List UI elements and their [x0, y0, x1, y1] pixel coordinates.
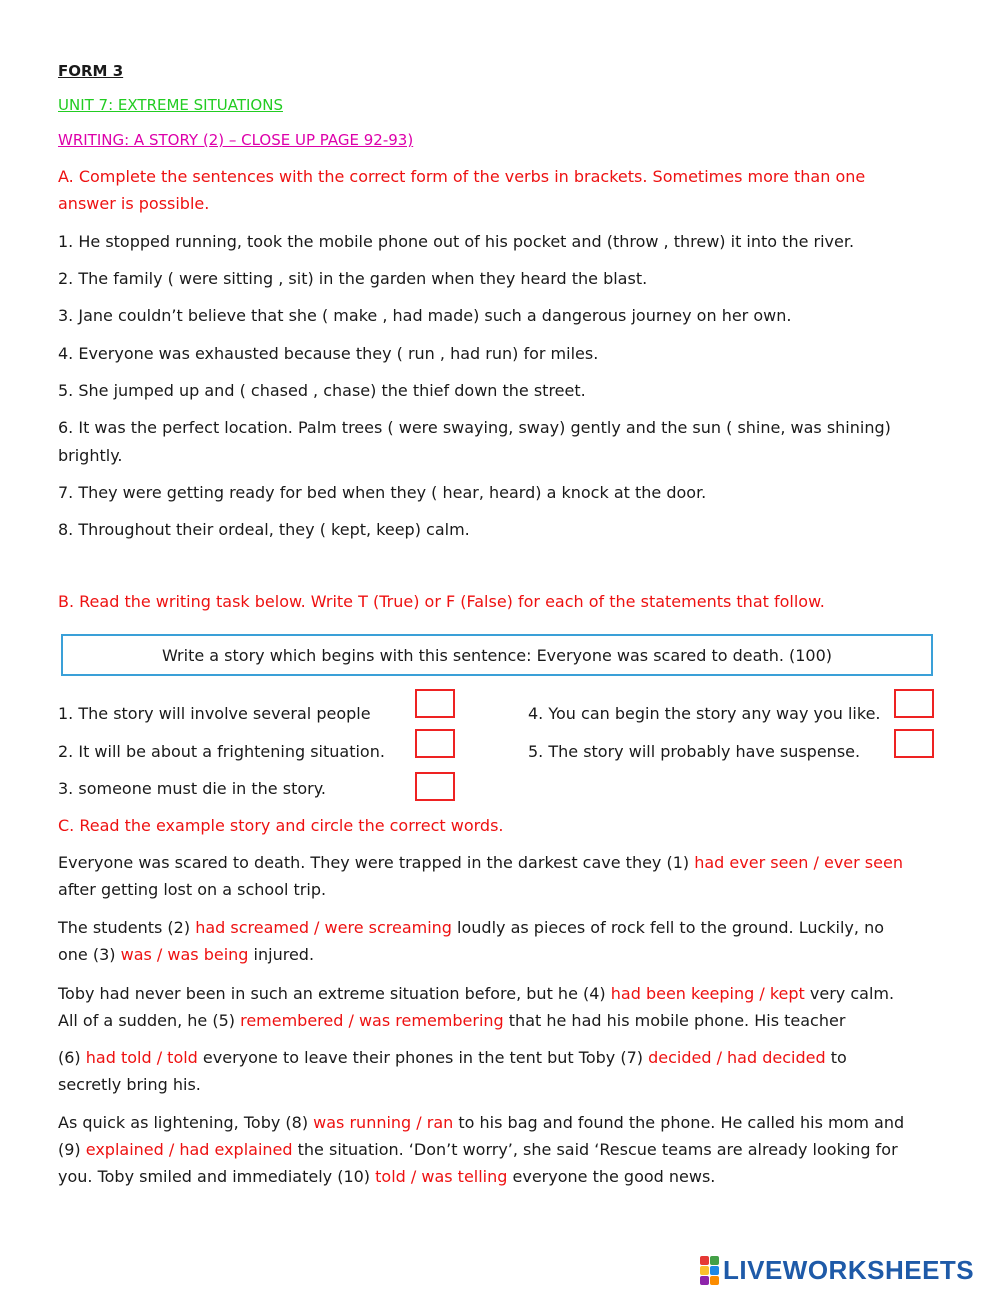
- story-text: to: [825, 1048, 847, 1067]
- section-a-item-8: 8. Throughout their ordeal, they ( kept, keep) calm.: [58, 520, 470, 539]
- story-text: The students (2): [58, 918, 196, 937]
- unit-title: UNIT 7: EXTREME SITUATIONS: [58, 96, 283, 114]
- choice-8[interactable]: was running / ran: [313, 1113, 454, 1132]
- choice-6[interactable]: had told / told: [85, 1048, 198, 1067]
- answer-box-3[interactable]: [415, 772, 455, 801]
- answer-box-4[interactable]: [894, 689, 934, 718]
- form-label: FORM 3: [58, 62, 124, 80]
- story-paragraph-4: [58, 1044, 938, 1098]
- story-paragraph-1: [58, 849, 938, 903]
- liveworksheets-logo-icon: [700, 1256, 719, 1285]
- logo-square: [710, 1276, 719, 1285]
- logo-square: [700, 1266, 709, 1275]
- writing-task-box: [61, 634, 933, 676]
- story-text: loudly as pieces of rock fell to the ground. Luckily, no: [451, 918, 884, 937]
- section-a-item-6-continued: brightly.: [58, 446, 123, 465]
- choice-9[interactable]: explained / had explained: [85, 1140, 293, 1159]
- choice-7[interactable]: decided / had decided: [648, 1048, 826, 1067]
- story-text: (9): [58, 1140, 86, 1159]
- story-text: one (3): [58, 945, 121, 964]
- section-a-item-7: 7. They were getting ready for bed when they ( hear, heard) a knock at the door.: [58, 483, 707, 502]
- choice-5[interactable]: remembered / was remembering: [240, 1011, 504, 1030]
- statement-1: 1. The story will involve several people: [58, 704, 371, 723]
- story-text: everyone to leave their phones in the tent but Toby (7): [197, 1048, 649, 1067]
- story-text: Everyone was scared to death. They were trapped in the darkest cave they (1): [58, 853, 695, 872]
- section-a-item-2: 2. The family ( were sitting , sit) in the garden when they heard the blast.: [58, 269, 648, 288]
- story-paragraph-5: [58, 1109, 938, 1190]
- statement-4: 4. You can begin the story any way you like.: [528, 704, 881, 723]
- choice-2[interactable]: had screamed / were screaming: [195, 918, 452, 937]
- section-a-item-5: 5. She jumped up and ( chased , chase) the thief down the street.: [58, 381, 586, 400]
- logo-square: [700, 1256, 709, 1265]
- section-a-item-3: 3. Jane couldn’t believe that she ( make , had made) such a dangerous journey on her own.: [58, 306, 792, 325]
- story-text: you. Toby smiled and immediately (10): [58, 1167, 376, 1186]
- story-paragraph-2: [58, 914, 938, 968]
- answer-box-5[interactable]: [894, 729, 934, 758]
- choice-3[interactable]: was / was being: [120, 945, 249, 964]
- statement-5: 5. The story will probably have suspense.: [528, 742, 861, 761]
- section-a-item-1: 1. He stopped running, took the mobile phone out of his pocket and (throw , threw) it into the river.: [58, 232, 855, 251]
- story-text: (6): [58, 1048, 86, 1067]
- story-text: All of a sudden, he (5): [58, 1011, 241, 1030]
- choice-10[interactable]: told / was telling: [375, 1167, 508, 1186]
- section-a-instruction-line-2: answer is possible.: [58, 194, 210, 213]
- writing-title: WRITING: A STORY (2) – CLOSE UP PAGE 92-93): [58, 131, 414, 149]
- section-a-item-6: 6. It was the perfect location. Palm trees ( were swaying, sway) gently and the sun ( shine, was shining): [58, 418, 891, 437]
- section-a-item-4: 4. Everyone was exhausted because they ( run , had run) for miles.: [58, 344, 599, 363]
- statement-3: 3. someone must die in the story.: [58, 779, 326, 798]
- story-text: the situation. ‘Don’t worry’, she said ‘Rescue teams are already looking for: [292, 1140, 898, 1159]
- logo-square: [700, 1276, 709, 1285]
- liveworksheets-logo-text: LIVEWORKSHEETS: [723, 1255, 975, 1285]
- story-text: Toby had never been in such an extreme situation before, but he (4): [58, 984, 611, 1003]
- story-text: after getting lost on a school trip.: [58, 880, 327, 899]
- story-paragraph-3: [58, 980, 938, 1034]
- writing-task-text: Write a story which begins with this sentence: Everyone was scared to death. (100): [161, 645, 833, 665]
- story-text: everyone the good news.: [507, 1167, 716, 1186]
- section-c-instruction: C. Read the example story and circle the correct words.: [58, 816, 504, 835]
- answer-box-2[interactable]: [415, 729, 455, 758]
- liveworksheets-logo: [700, 1255, 974, 1286]
- answer-box-1[interactable]: [415, 689, 455, 718]
- section-b-instruction: B. Read the writing task below. Write T (True) or F (False) for each of the statements that follow.: [58, 592, 825, 611]
- logo-square: [710, 1256, 719, 1265]
- story-text: that he had his mobile phone. His teacher: [503, 1011, 846, 1030]
- choice-4[interactable]: had been keeping / kept: [610, 984, 805, 1003]
- story-text: to his bag and found the phone. He called his mom and: [453, 1113, 905, 1132]
- choice-1[interactable]: had ever seen / ever seen: [694, 853, 903, 872]
- story-text: As quick as lightening, Toby (8): [58, 1113, 314, 1132]
- section-a-instruction-line-1: A. Complete the sentences with the correct form of the verbs in brackets. Sometimes more than one: [58, 167, 866, 186]
- story-text: secretly bring his.: [58, 1075, 201, 1094]
- story-text: injured.: [248, 945, 315, 964]
- logo-square: [710, 1266, 719, 1275]
- statement-2: 2. It will be about a frightening situation.: [58, 742, 385, 761]
- story-text: very calm.: [804, 984, 895, 1003]
